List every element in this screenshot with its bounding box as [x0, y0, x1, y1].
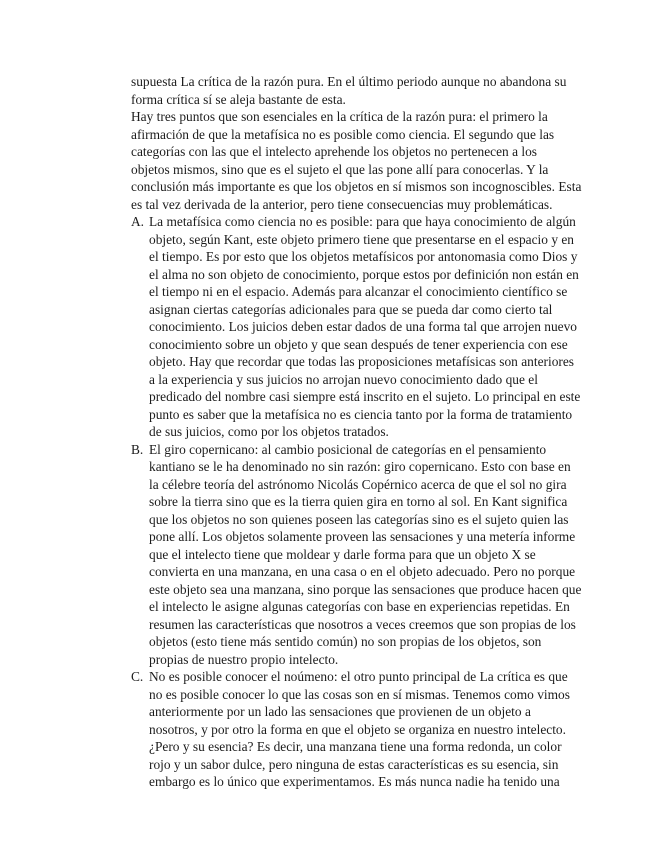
text-line: conocimiento. Los juicios deben estar dados de una forma tal que arrojen nuevo	[149, 319, 577, 334]
text-line: resumen las características que nosotros a veces creemos que son propias de los	[149, 616, 576, 632]
text-line: el tiempo. Es por esto que los objetos metafísicos por antonomasia como Dios y	[149, 249, 578, 264]
text-line: anteriormente por un lado las sensaciones que provienen de un objeto a	[149, 704, 531, 719]
text-line: rojo y un sabor dulce, pero ninguna de estas características es su esencia, sin	[149, 756, 559, 772]
intro-paragraph	[131, 73, 582, 213]
text-line: objeto. Hay que recordar que todas las proposiciones metafísicas son anteriores	[149, 354, 575, 369]
list-item-c	[131, 668, 571, 791]
text-line: objetos (esto tiene más sentido común) no son propias de los objetos, son	[149, 634, 542, 649]
text-line: que los objetos no son quienes poseen las categorías sino es el sujeto quien las	[149, 511, 569, 527]
text-line: propias de nuestro propio intelecto.	[149, 651, 339, 667]
text-line: es tal vez derivada de la anterior, pero tiene consecuencias muy problemáticas.	[131, 196, 553, 212]
text-line: objetos mismos, sino que es el sujeto el que las pone allí para conocerlas. Y la	[131, 161, 549, 177]
text-line: conocimiento sobre un objeto y que sean después de tener experiencia con ese	[149, 336, 568, 352]
text-line: que el intelecto tiene que moldear y darle forma para que un objeto X se	[149, 546, 536, 562]
text-line: No es posible conocer el noúmeno: el otro punto principal de La crítica es que	[149, 669, 568, 684]
text-line: objeto, según Kant, este objeto primero tiene que presentarse en el espacio y en	[149, 231, 575, 247]
text-line: el alma no son objeto de conocimiento, porque estos por definición non están en	[149, 266, 579, 282]
list-item-b	[131, 441, 582, 669]
text-line: a la experiencia y sus juicios no arrojan nuevo conocimiento dado que el	[149, 371, 538, 387]
text-line: kantiano se le ha denominado no sin razón: giro copernicano. Esto con base en	[149, 459, 571, 474]
text-line: supuesta La crítica de la razón pura. En el último periodo aunque no abandona su	[131, 74, 567, 89]
text-line: Hay tres puntos que son esenciales en la crítica de la razón pura: el primero la	[131, 109, 548, 124]
text-line: El giro copernicano: al cambio posicional de categorías en el pensamiento	[149, 441, 547, 457]
text-line: afirmación de que la metafísica no es posible como ciencia. El segundo que las	[131, 126, 555, 142]
text-line: predicado del nombre casi siempre está inscrito en el sujeto. Lo principal en este	[149, 389, 581, 404]
text-line: pone allí. Los objetos solamente proveen las sensaciones y una metería informe	[149, 529, 576, 544]
text-line: convierta en una manzana, en una casa o en el objeto adecuado. Pero no porque	[149, 564, 576, 579]
text-line: ¿Pero y su esencia? Es decir, una manzana tiene una forma redonda, un color	[149, 739, 562, 754]
document-body	[131, 73, 582, 791]
text-line: punto es saber que la metafísica no es ciencia tanto por la forma de tratamiento	[149, 406, 573, 422]
text-line: nosotros, y por otro la forma en que el objeto se organiza en nuestro intelecto.	[149, 721, 566, 737]
list-item-a	[131, 213, 581, 441]
list-marker: C.	[131, 669, 144, 684]
list-marker: B.	[131, 441, 144, 457]
text-line: este objeto sea una manzana, sino porque las sensaciones que produce hacen que	[149, 581, 582, 597]
text-line: el intelecto le asigne algunas categorías con base en experiencias repetidas. En	[149, 599, 570, 614]
list-marker: A.	[131, 214, 145, 229]
text-line: la célebre teoría del astrónomo Nicolás Copérnico acerca de que el sol no gira	[149, 476, 567, 492]
text-line: embargo es lo único que experimentamos. Es más nunca nadie ha tenido una	[149, 774, 560, 789]
text-line: forma crítica sí se aleja bastante de esta.	[131, 91, 346, 107]
text-line: de sus juicios, como por los objetos tratados.	[149, 424, 389, 439]
text-line: conclusión más importante es que los objetos en sí mismos son incognoscibles. Esta	[131, 179, 582, 194]
text-line: La metafísica como ciencia no es posible: para que haya conocimiento de algún	[149, 214, 576, 229]
text-line: el tiempo ni en el espacio. Además para alcanzar el conocimiento científico se	[149, 284, 568, 299]
text-line: categorías con las que el intelecto aprehende los objetos no pertenecen a los	[131, 144, 538, 159]
text-line: no es posible conocer lo que las cosas son en sí mismas. Tenemos como vimos	[149, 686, 570, 702]
text-line: sobre la tierra sino que es la tierra quien gira en torno al sol. En Kant significa	[149, 494, 568, 509]
text-line: asignan ciertas categorías adicionales para que se pueda dar como cierto tal	[149, 301, 553, 317]
